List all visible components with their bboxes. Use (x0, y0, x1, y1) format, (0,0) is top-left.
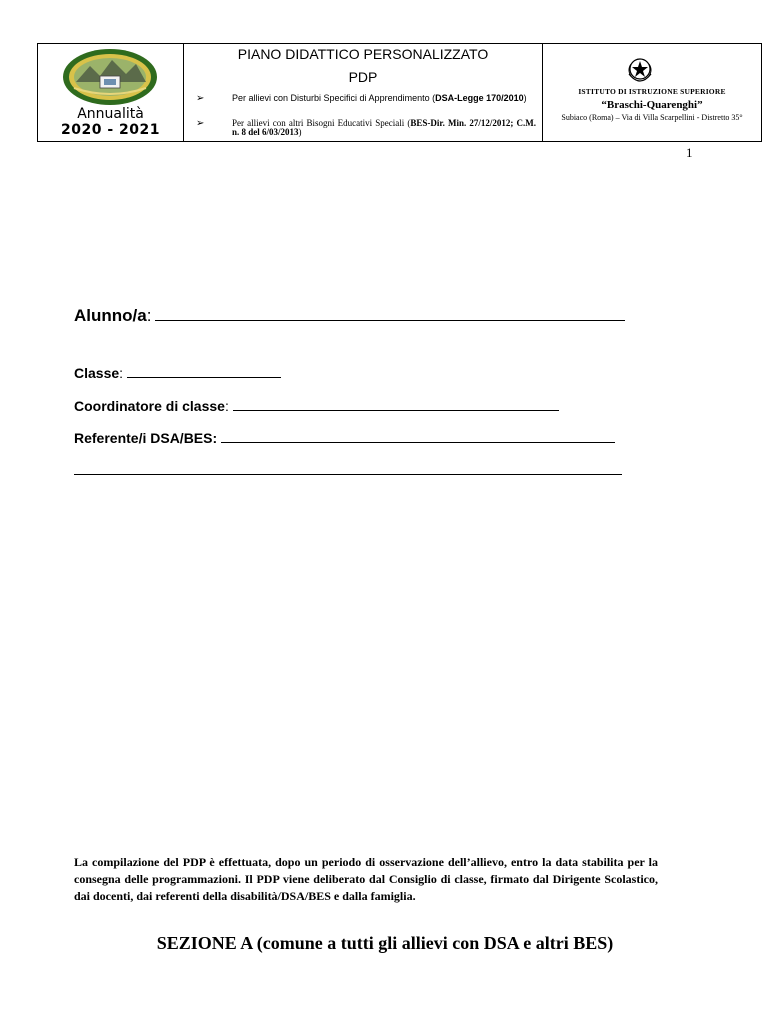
school-address: Subiaco (Roma) – Via di Villa Scarpellini - Distretto 35° (561, 113, 743, 122)
classe-field: Classe: (74, 365, 281, 381)
bullet-text: Per allievi con altri Bisogni Educativi Speciali (BES-Dir. Min. 27/12/2012; C.M. n. 8 del 6/03/2013) (232, 118, 536, 137)
alunno-input-line[interactable] (155, 319, 625, 321)
institute-label: ISTITUTO DI ISTRUZIONE SUPERIORE (578, 87, 726, 96)
arrow-bullet-icon: ➢ (196, 93, 205, 104)
compilation-note: La compilazione del PDP è effettuata, dopo un periodo di osservazione dell’allievo, entro la data stabilita per la consegna delle programmazioni. Il PDP viene deliberato dal Consiglio di classe, firmato dal Dirigente Scolastico, dai docenti, dai referenti della disabilità/DSA/BES e dalla famiglia. (74, 855, 658, 903)
alunno-label: Alunno/a (74, 306, 147, 325)
referente-label: Referente/i DSA/BES: (74, 430, 218, 446)
page-number: 1 (686, 145, 693, 160)
classe-label: Classe (74, 365, 120, 381)
annualita-label: Annualità (77, 106, 144, 122)
alunno-field: Alunno/a: (74, 306, 625, 326)
header-right-cell (543, 44, 761, 141)
classe-input-line[interactable] (127, 376, 281, 378)
school-year: 2020 - 2021 (61, 122, 160, 138)
document-title: PIANO DIDATTICO PERSONALIZZATO (237, 46, 489, 62)
header-center-cell (184, 44, 543, 141)
bullet-text: Per allievi con Disturbi Specifici di Apprendimento (DSA-Legge 170/2010) (232, 93, 527, 103)
coordinatore-field: Coordinatore di classe: (74, 398, 559, 414)
referente-extra-input-line[interactable] (74, 473, 622, 475)
document-header (37, 43, 762, 142)
coordinatore-input-line[interactable] (233, 409, 559, 411)
school-name: “Braschi-Quarenghi” (601, 99, 703, 111)
bullet-dsa (196, 94, 536, 103)
referente-extra-field (74, 462, 622, 478)
republic-emblem-icon (625, 54, 655, 86)
coordinatore-label: Coordinatore di classe (74, 398, 225, 414)
school-logo-icon (62, 48, 158, 106)
arrow-bullet-icon: ➢ (196, 118, 205, 129)
section-a-title: SEZIONE A (comune a tutti gli allievi con DSA e altri BES) (156, 933, 614, 953)
referente-field (74, 430, 615, 446)
document-subtitle: PDP (348, 69, 378, 85)
bullet-bes (196, 119, 536, 137)
referente-input-line[interactable] (221, 441, 615, 443)
header-left-cell (38, 44, 184, 141)
